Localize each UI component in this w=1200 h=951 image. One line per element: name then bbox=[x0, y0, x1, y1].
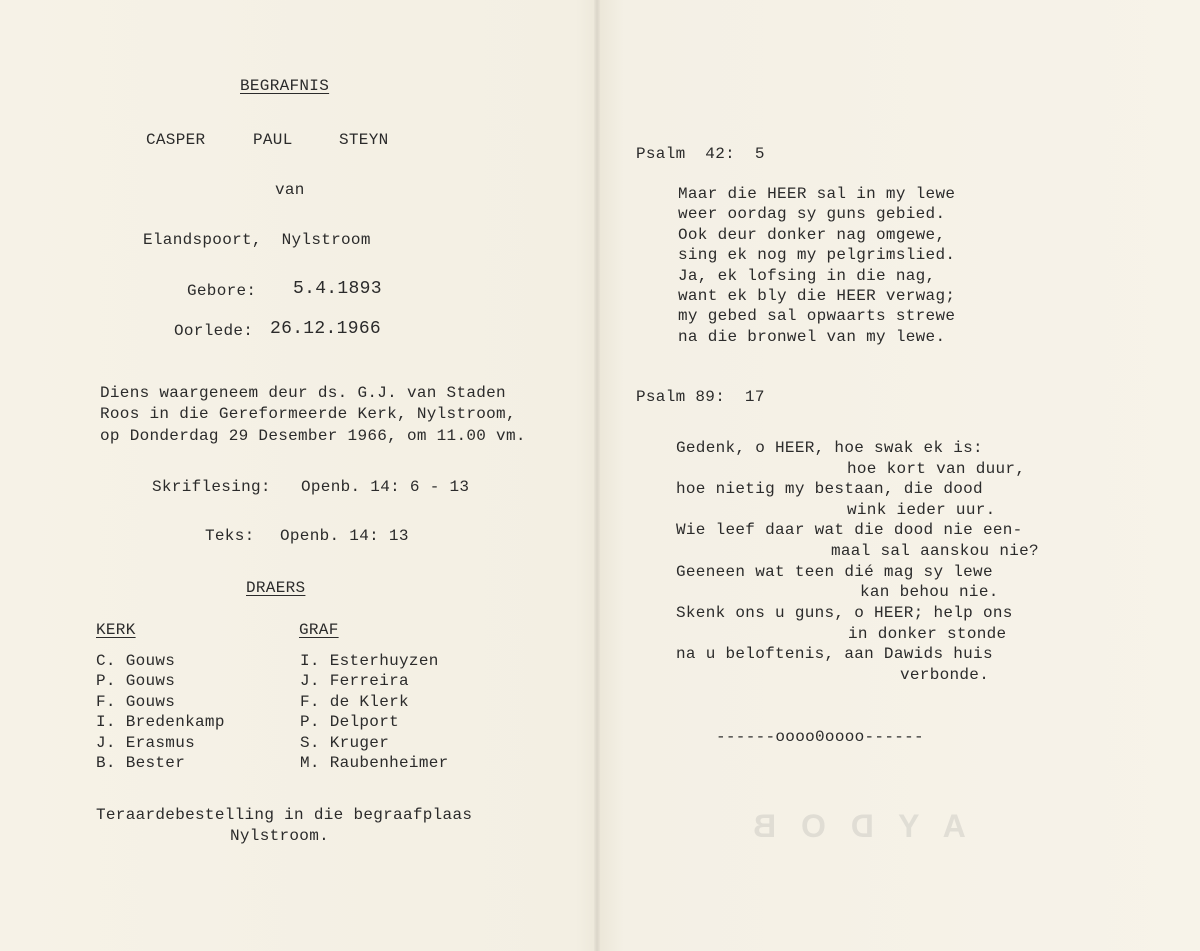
psalm-42-reference: Psalm 42: 5 bbox=[636, 145, 765, 163]
closing-divider: ------oooo0oooo------ bbox=[716, 728, 924, 746]
psalm-42-line: Ja, ek lofsing in die nag, bbox=[678, 267, 936, 285]
psalm-42-line: Maar die HEER sal in my lewe bbox=[678, 185, 956, 203]
church-bearer: F. Gouws bbox=[96, 693, 176, 711]
psalm-42-line: Ook deur donker nag omgewe, bbox=[678, 226, 946, 244]
died-label: Oorlede: bbox=[174, 322, 254, 340]
reading-label: Skriflesing: bbox=[152, 478, 271, 496]
place-of-residence: Elandspoort, Nylstroom bbox=[143, 231, 371, 249]
grave-bearer: I. Esterhuyzen bbox=[300, 652, 439, 670]
psalm-89-line: hoe kort van duur, bbox=[847, 460, 1026, 478]
psalm-89-line: verbonde. bbox=[900, 666, 990, 684]
psalm-42-line: weer oordag sy guns gebied. bbox=[678, 205, 946, 223]
church-bearer: B. Bester bbox=[96, 754, 186, 772]
grave-bearer: P. Delport bbox=[300, 713, 400, 731]
born-label: Gebore: bbox=[187, 282, 257, 300]
church-bearer: I. Bredenkamp bbox=[96, 713, 225, 731]
psalm-89-line: wink ieder uur. bbox=[847, 501, 996, 519]
bearers-title: DRAERS bbox=[246, 579, 306, 597]
funeral-title: BEGRAFNIS bbox=[240, 77, 330, 95]
born-date: 5.4.1893 bbox=[293, 279, 382, 299]
page-fold bbox=[594, 0, 600, 951]
psalm-89-line: Skenk ons u guns, o HEER; help ons bbox=[676, 604, 1013, 622]
grave-heading: GRAF bbox=[299, 621, 339, 639]
psalm-89-line: Gedenk, o HEER, hoe swak ek is: bbox=[676, 439, 983, 457]
grave-bearer: M. Raubenheimer bbox=[300, 754, 449, 772]
middle-name: PAUL bbox=[253, 131, 293, 149]
service-line-3: op Donderdag 29 Desember 1966, om 11.00 vm. bbox=[100, 427, 526, 445]
van-label: van bbox=[275, 181, 305, 199]
psalm-89-line: hoe nietig my bestaan, die dood bbox=[676, 480, 983, 498]
psalm-89-reference: Psalm 89: 17 bbox=[636, 388, 765, 406]
church-bearer: C. Gouws bbox=[96, 652, 176, 670]
sermon-text-label: Teks: bbox=[205, 527, 255, 545]
psalm-42-line: my gebed sal opwaarts strewe bbox=[678, 307, 956, 325]
first-name: CASPER bbox=[146, 131, 206, 149]
service-line-1: Diens waargeneem deur ds. G.J. van Staden bbox=[100, 384, 506, 402]
psalm-42-line: want ek bly die HEER verwag; bbox=[678, 287, 956, 305]
psalm-42-line: na die bronwel van my lewe. bbox=[678, 328, 946, 346]
burial-line-2: Nylstroom. bbox=[230, 827, 330, 845]
burial-line-1: Teraardebestelling in die begraafplaas bbox=[96, 806, 473, 824]
psalm-42-line: sing ek nog my pelgrimslied. bbox=[678, 246, 956, 264]
psalm-89-line: na u beloftenis, aan Dawids huis bbox=[676, 645, 993, 663]
church-heading: KERK bbox=[96, 621, 136, 639]
grave-bearer: J. Ferreira bbox=[300, 672, 409, 690]
psalm-89-line: kan behou nie. bbox=[860, 583, 999, 601]
church-bearer: J. Erasmus bbox=[96, 734, 196, 752]
last-name: STEYN bbox=[339, 131, 389, 149]
reading-ref: Openb. 14: 6 - 13 bbox=[301, 478, 470, 496]
service-line-2: Roos in die Gereformeerde Kerk, Nylstroom, bbox=[100, 405, 516, 423]
psalm-89-line: Geeneen wat teen dié mag sy lewe bbox=[676, 563, 993, 581]
psalm-89-line: in donker stonde bbox=[848, 625, 1007, 643]
grave-bearer: S. Kruger bbox=[300, 734, 390, 752]
bleed-through-stamp: A Y D O B bbox=[745, 808, 966, 844]
grave-bearer: F. de Klerk bbox=[300, 693, 409, 711]
church-bearer: P. Gouws bbox=[96, 672, 176, 690]
sermon-text-ref: Openb. 14: 13 bbox=[280, 527, 409, 545]
psalm-89-line: Wie leef daar wat die dood nie een- bbox=[676, 521, 1023, 539]
psalm-89-line: maal sal aanskou nie? bbox=[831, 542, 1039, 560]
died-date: 26.12.1966 bbox=[270, 319, 382, 339]
